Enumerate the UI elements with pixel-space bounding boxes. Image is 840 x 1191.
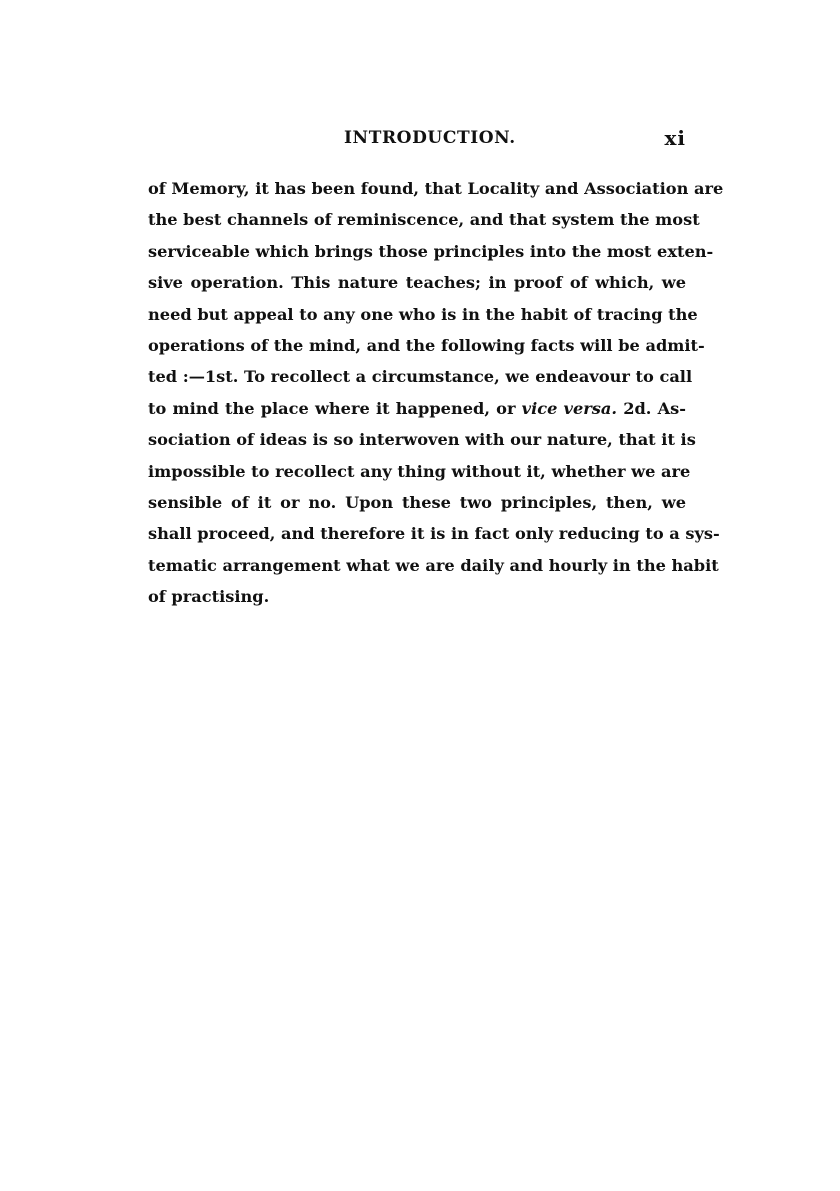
latin-phrase: vice versa. (521, 398, 618, 418)
text-line: sociation of ideas is so interwoven with our nature, that it is (148, 430, 696, 450)
text-line: serviceable which brings those principles into the most exten- (148, 241, 714, 261)
text-line: need but appeal to any one who is in the habit of tracing the (148, 304, 698, 324)
text-line: of practising. (148, 587, 270, 607)
text-line: sensible of it or no. Upon these two principles, then, we (148, 492, 686, 512)
text-line: of Memory, it has been found, that Locality and Association are (148, 179, 724, 198)
text-line: ted :—1st. To recollect a circumstance, we endeavour to call (148, 367, 693, 387)
text-line: tematic arrangement what we are daily and hourly in the habit (148, 555, 719, 575)
text-run: to mind the place where it happened, or (148, 398, 516, 418)
text-line: impossible to recollect any thing without it, whether we are (148, 461, 691, 481)
text-line: sive operation. This nature teaches; in proof of which, we (148, 273, 686, 293)
text-line: operations of the mind, and the following facts will be admit- (148, 335, 705, 355)
running-title: INTRODUCTION. (344, 128, 516, 148)
running-head (148, 128, 686, 158)
body-paragraph (148, 173, 724, 612)
text-line: the best channels of reminiscence, and that system the most (148, 210, 700, 230)
page-number: xi (664, 126, 686, 150)
text-line: shall proceed, and therefore it is in fact only reducing to a sys- (148, 524, 720, 544)
text-line-mixed (148, 393, 686, 424)
text-run: 2d. As- (623, 398, 686, 418)
